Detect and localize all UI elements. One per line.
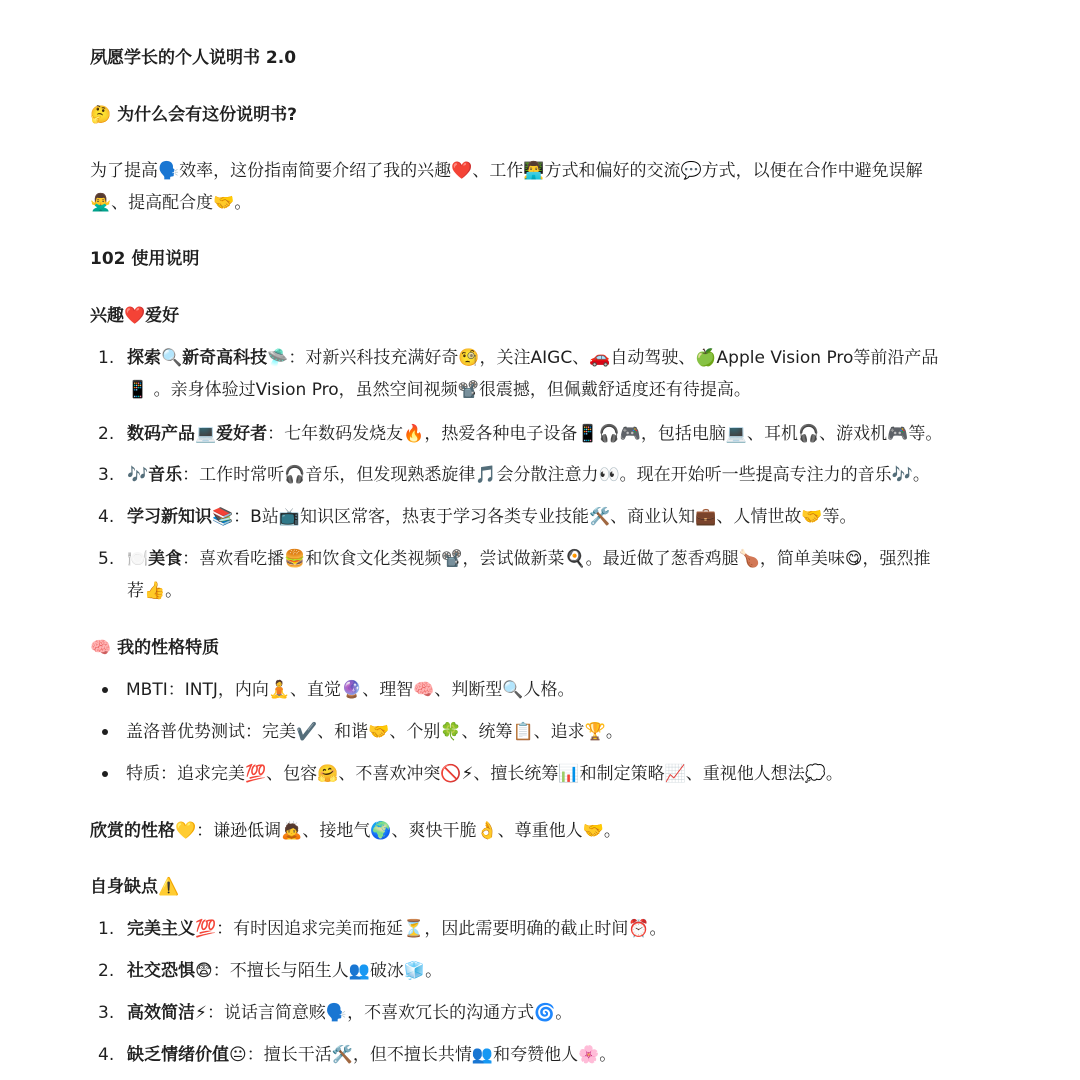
- bullet-dot: [102, 771, 108, 777]
- item-text: ：擅长干活🛠️，但不擅长共情👥和夸赞他人🌸。: [246, 1045, 617, 1065]
- admire-text: ：谦逊低调🙇、接地气🌍、爽快干脆👌、尊重他人🤝。: [196, 821, 621, 841]
- item-text: ：七年数码发烧友🔥，热爱各种电子设备📱🎧🎮，包括电脑💻、耳机🎧、游戏机🎮等。: [267, 424, 943, 444]
- why-heading: 🤔 为什么会有这份说明书?: [90, 105, 297, 125]
- item-text: ：不擅长与陌生人👥破冰🧊。: [212, 961, 443, 981]
- bullet-dot: [102, 687, 108, 693]
- list-number: 1.: [98, 919, 115, 939]
- list-item: [98, 342, 995, 406]
- item-text: ：B站📺知识区常客，热衷于学习各类专业技能🛠️、商业认知💼、人情世故🤝等。: [233, 507, 857, 527]
- bullet-item: [102, 758, 995, 790]
- item-title: 社交恐惧😨: [127, 961, 213, 981]
- document-title: 夙愿学长的个人说明书 2.0: [90, 48, 297, 68]
- item-title: 探索🔍新奇高科技🛸: [127, 348, 289, 368]
- item-title: 数码产品💻爱好者: [127, 424, 268, 444]
- bullet-text: 盖洛普优势测试：完美✔️、和谐🤝、个别🍀、统筹📋、追求🏆。: [126, 722, 623, 742]
- item-text: ：说话言简意赅🗣️，不喜欢冗长的沟通方式🌀。: [206, 1003, 573, 1023]
- list-number: 4.: [98, 1045, 115, 1065]
- list-number: 2.: [98, 961, 115, 981]
- interests-heading: 兴趣❤️爱好: [90, 306, 180, 326]
- item-text: ：对新兴科技充满好奇🧐，关注AIGC、🚗自动驾驶、🍏Apple Vision Pro等前沿产品: [288, 348, 939, 368]
- list-number: 1.: [98, 348, 115, 368]
- item-text: ：工作时常听🎧音乐，但发现熟悉旋律🎵会分散注意力👀。现在开始听一些提高专注力的音乐🎶。: [182, 465, 930, 485]
- list-number: 2.: [98, 424, 115, 444]
- intro-paragraph: [90, 155, 995, 219]
- item-title: 高效简洁⚡: [127, 1003, 207, 1023]
- item-title: 学习新知识📚: [127, 507, 234, 527]
- list-number: 3.: [98, 465, 115, 485]
- item-text: ：喜欢看吃播🍔和饮食文化类视频📽️，尝试做新菜🍳。最近做了葱香鸡腿🍗，简单美味😋，强烈推: [182, 549, 931, 569]
- list-item: [98, 913, 995, 945]
- usage-heading: 102 使用说明: [90, 249, 200, 269]
- intro-line-1: 为了提高🗣️效率，这份指南简要介绍了我的兴趣❤️、工作👨‍💻方式和偏好的交流💬方式，以便在合作中避免误解: [90, 161, 923, 181]
- list-item: [98, 501, 995, 533]
- item-title: 🍽️美食: [127, 549, 183, 569]
- list-item: [98, 543, 995, 607]
- flaws-heading: 自身缺点⚠️: [90, 877, 180, 897]
- item-text: ：有时因追求完美而拖延⏳，因此需要明确的截止时间⏰。: [216, 919, 667, 939]
- item-title: 缺乏情绪价值😐: [127, 1045, 247, 1065]
- bullet-text: MBTI：INTJ，内向🧘、直觉🔮、理智🧠、判断型🔍人格。: [126, 680, 575, 700]
- bullet-text: 特质：追求完美💯、包容🤗、不喜欢冲突🚫⚡、擅长统筹📊和制定策略📈、重视他人想法💭。: [126, 764, 843, 784]
- list-item: [98, 1039, 995, 1071]
- intro-line-2: 🙅‍♂️、提高配合度🤝。: [90, 193, 252, 213]
- item-title: 完美主义💯: [127, 919, 217, 939]
- list-item: [98, 997, 995, 1029]
- list-item: [98, 459, 995, 491]
- bullet-dot: [102, 729, 108, 735]
- list-item: [98, 955, 995, 987]
- item-title: 🎶音乐: [127, 465, 183, 485]
- item-text-cont: 📱 。亲身体验过Vision Pro，虽然空间视频📽️很震撼，但佩戴舒适度还有待提高。: [127, 380, 751, 400]
- admire-label: 欣赏的性格💛: [90, 821, 197, 841]
- list-item: [98, 418, 995, 450]
- list-number: 5.: [98, 549, 115, 569]
- list-number: 4.: [98, 507, 115, 527]
- admire-paragraph: [90, 815, 990, 847]
- item-text-cont: 荐👍。: [127, 581, 183, 601]
- list-number: 3.: [98, 1003, 115, 1023]
- personality-heading: 🧠 我的性格特质: [90, 638, 220, 658]
- bullet-item: [102, 674, 995, 706]
- bullet-item: [102, 716, 995, 748]
